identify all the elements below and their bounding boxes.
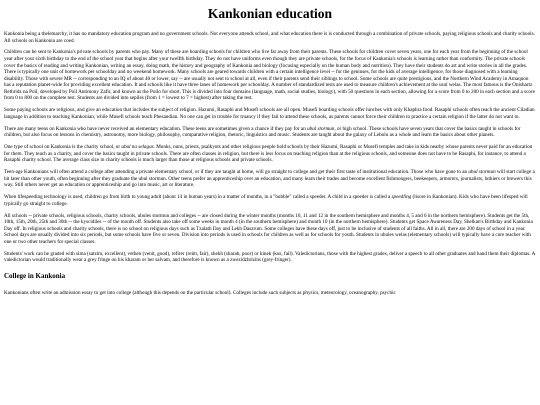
paragraph-text: Teen-age Kankonians will often attend a college after attending a private elementary school, or if they are taught at home, will go straight to college and get their first taste of institutional education. Those who have gone to an: [4, 169, 468, 176]
paragraph-text: All schools -- private schools, religious schools, charity schools, ubules stormun and colleges -- are closed during the winter months (months 10, 11 and 12 in the southern hemisphere and months 4, 5 and 6 in the northern hemisphere). Students get the 5th, 10th, 15th, 20th, 25th and 30th -- the kyscidiles -- of the month off. Students also take off some weeks in month 4 (in the southern hemisphere) and month 10 (in the northern hemisphere). Students get Space Awareness Day, Shelkan's Birthday and Kankonia Day off. In religious schools and charity schools, there is no school on religious days such as Tzalath Day and Lekh Daszrum. Some colleges have these days off, just to be inclusive of students of all faiths. All in all, there are 200 days of school in a year. School days are usually divided into six periods, but some schools have five or seven. Division into periods is used in schools for children as well as for schools for youth. Students in ubules welas (elementary schools) will typically have a core teacher with one or two other teachers for special classes.: [4, 212, 533, 245]
paragraph-text: (lisore in Kankonian). Kids who have been lifesped will typically go straight to college.: [4, 194, 528, 207]
paragraph: [4, 49, 536, 101]
paragraph: [4, 107, 536, 120]
paragraph-text: Kankonia being a thelemarchy, it has no mandatory education program and no government schools. Not everyone attends school, and what education there is is conducted through a combination of private schools, paying religious schools and charity schools. All schools on Kankonia are coed.: [4, 31, 535, 44]
paragraph-text: Monks, nuns, priests, psalkyots and other religious people hold schools by their Hazumi, Rasaphi or Musefi temples and take in kids nearby whose parents never paid for an education for them. They teach as a charity, and cover the basics taught in private schools. There are often classes in religion, but there is less focus on teaching religion than at the religious schools, and someone does not have to be Rasaphi, for instance, to attend a Rasaphi charity school. The average class size in charity schools is much larger than those at religious schools and private schools.: [4, 144, 533, 164]
paragraph-text: Kankonians often write an admission essay to get into college (although this depends on the particular school). Colleges include such subjects as physics, meteorology, oceanography, psychic: [4, 289, 396, 296]
italic-term: speedling: [391, 194, 412, 201]
paragraph: [4, 194, 536, 207]
paragraph: [4, 126, 536, 139]
paragraph-text: Some paying schools are religious, and give an education that includes the subject of religion. Hazumi, Rasaphi and Musefi schools are all open. Musefi boarding schools offer lunches with only Khaphra food. Rasaphi schools often teach the ancient Ciladian language in addition to teaching Kankonian, while Musefi schools teach Phesandian. No one can get in trouble for truancy if they fail to attend these schools, as parents cannot force their children to practice a certain religion if the latter do not want to.: [4, 107, 535, 120]
italic-term: ubul stormun: [468, 169, 496, 176]
paragraph-text: Students' work can be graded with sima (satzim, excellent), vethen (venit, good), refirer (reim, fair), shekh (sharab, poor) or kinek (kus, fail). Valedictorians, those with the highest grades, deliver a speech to all other graduates and hand them their diplomas. A valedictorian would traditionally wear a grey fringe on his kharam or her salvam, and therefore is known as a zwezidzhrizins (grey-fringer).: [4, 250, 536, 264]
college-section: [4, 290, 536, 297]
paragraph-text: will start college a bit later than other youth, often beginning after they graduate the ubul stormun. Other teens prefer an apprenticeship over an education, and many learn their trades and become excellent fishmongers, beekeepers, armorers, journalists, luthiers or brewers this way. Still others never get an education or apprenticeship and go into music, art or literature.: [4, 169, 535, 189]
paragraph: [4, 251, 536, 264]
italic-term: ubul na selagas.: [121, 144, 155, 151]
section-heading: College in Kankonia: [4, 271, 66, 280]
intro-section: [4, 31, 536, 264]
paragraph-text: When lifespeeding technology is used, children go from birth to young adult (about 14 in human years) in a matter of months, in a "bubble" called a speeder. A child in a speeder is called a: [4, 194, 391, 201]
paragraph-text: One type of school on Kankonia is the charity school, or: [4, 144, 121, 151]
paragraph: [4, 290, 536, 297]
paragraph-text: Children can be sent to Kankonia's private schools by parents who pay. Many of these are boarding schools for children who live far away from their parents. These schools for children cover seven years, one for each year from the beginning of the school year after your sixth birthday to the end of the school year that begins after your twelfth birthday. They do not have uniforms even though they are private schools, for the focus of Kankonia's schools is learning rather than conformity. The private schools cover the basics of reading and writing Kankonian, writing an essay, doing math, the history and geography of Kankonia and biology (focusing especially on the human body and nutrition). They have their students do art and write stories in all the grades. There is typically one unit of homework per schoolday and no weekend homework. Many schools are geared towards children with a certain intelligence level -- for the geniuses, for the kids of average intelligence, for those diagnosed with a learning disability. Those with severe MR -- corresponding to an IQ of about 40 or lower, say -- are usually not sent to school at all, even if their parents send their siblings to school. Some schools are quite prestigious, and the Northern Wind Academy in Amaquon has a reputation planet-wide for providing excellent education. It and schools like it have three lanes of homework per schoolday. A number of standardized tests are used to measure children's achievement at the usul welas. The most famous is the Onishartz Rethridz na Poil, developed by Poil Antimony Zafir, and known as the Poilo for short. This is divided into four domains (language, math, social studies, biology), with 50 questions in each section, allowing for a score from 0 to 200 in each section and a score from 0 to 800 on the complete test. Students are divided into sepiles (from 1 = lowest to 7 = highest) after taking the test.: [4, 49, 535, 102]
italic-term: ubul stormun,: [307, 125, 336, 132]
paragraph: [4, 169, 536, 189]
paragraph: [4, 144, 536, 164]
paragraph: [4, 31, 536, 44]
paragraph-text: or high school. These schools have seven years that cover the basics taught in schools for children, but also focus on lessons in chemistry, astronomy, more biology, philosophy, comparative religion, rhetoric, linguistics and music. Students are taught about the galaxy of Lebolu as a whole and learn the basics about other planets.: [4, 125, 521, 139]
paragraph-text: There are many teens on Kankonia who have never received an elementary education. These teens are sometimes given a chance if they pay for an: [4, 125, 306, 132]
page-title: Kankonian education: [207, 6, 333, 21]
paragraph: [4, 213, 536, 246]
